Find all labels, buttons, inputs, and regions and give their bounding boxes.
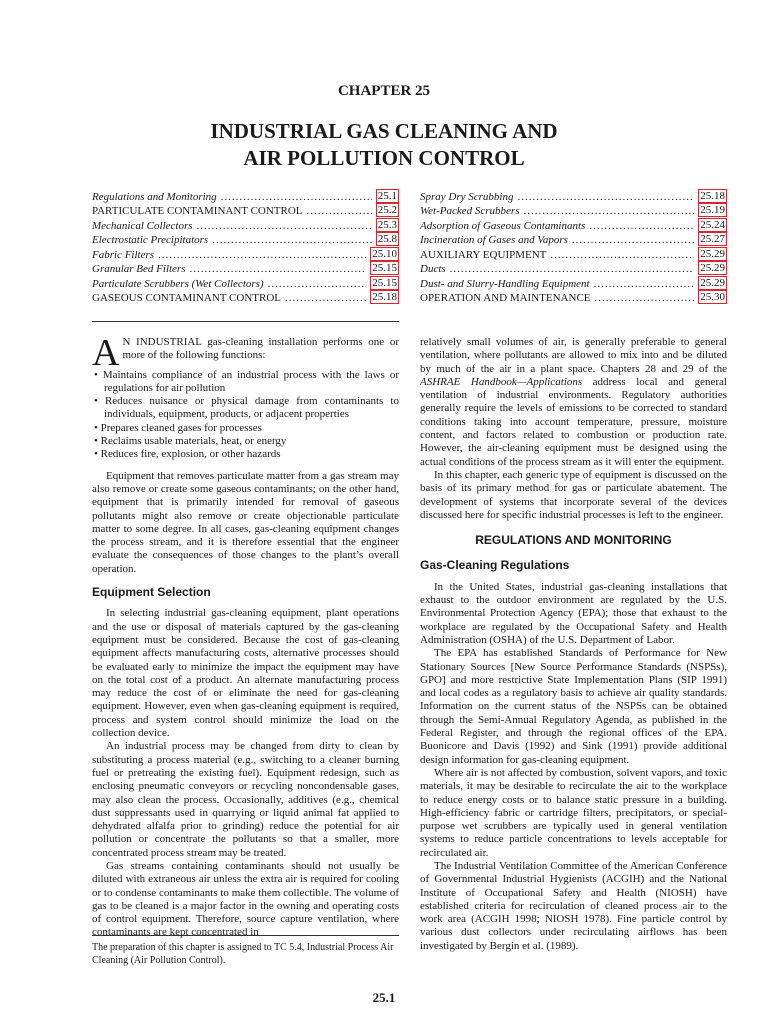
right-column (420, 336, 727, 953)
subsection-heading: Gas-Cleaning Regulations (420, 558, 570, 573)
toc-entry[interactable] (420, 246, 727, 261)
chapter-label: CHAPTER 25 (337, 83, 431, 99)
paragraph: An industrial process may be changed from dirty to clean by substituting a process material (e.g., switching to a cleaner burning fuel or pretreating the existing fuel). Equipment redesign, such as enclosing pneumatic conveyors or recycling noncondensable gases, may also clean the process. Occasionally, additives (e.g., chemical dust suppressants used in quarrying or liquid animal fat applied to dehydrated alfalfa prior to grinding) reduce the potential for air pollution or concentrate the pollutants so that a smaller, more concentrated process stream may be treated. (92, 740, 399, 859)
toc-entry[interactable] (92, 203, 399, 218)
toc-entry[interactable] (420, 290, 727, 305)
section-divider (92, 321, 399, 322)
toc-page-link[interactable]: 25.2 (377, 204, 397, 216)
toc-left (92, 188, 399, 304)
paragraph: In the United States, industrial gas-cleaning installations that exhaust to the outdoor environment are regulated by the U.S. Environmental Protection Agency (EPA); those that exhaust to the workplace are regulated by the Occupational Safety and Health Administration (OSHA) of the U.S. Department of Labor. (420, 580, 727, 646)
page-number: 25.1 (372, 990, 396, 1005)
footnote-divider (92, 935, 399, 936)
toc-page-link[interactable]: 25.15 (372, 276, 397, 289)
toc-page-link[interactable]: 25.3 (377, 218, 397, 231)
footnote: The preparation of this chapter is assigned to TC 5.4, Industrial Process Air Cleaning (Air Pollution Control). (92, 942, 394, 966)
title-line-1: INDUSTRIAL GAS CLEANING AND (210, 119, 558, 143)
toc-entry-title: Dust- and Slurry-Handling Equipment (420, 277, 590, 290)
toc-entry-title: Mechanical Collectors (92, 219, 193, 232)
list-item: • Reclaims usable materials, heat, or energy (92, 435, 399, 448)
toc-entry[interactable] (420, 203, 727, 218)
toc-entry[interactable] (420, 188, 727, 203)
toc-entry[interactable] (420, 232, 727, 247)
list-item: • Reduces nuisance or physical damage from contaminants to individuals, equipment, products, or adjacent properties (92, 395, 399, 422)
paragraph: In selecting industrial gas-cleaning equipment, plant operations and the use or disposal of materials captured by the gas-cleaning equipment must be considered. Because the cost of gas-cleaning equipment affects manufacturing costs, alternative processes should be evaluated early to minimize the impact the equipment may have on the total cost of a product. An alternate manufacturing process may reduce the cost of or eliminate the need for gas-cleaning equipment. However, even when gas-cleaning equipment is required, process and system control should minimize the load on the collection device. (92, 607, 399, 740)
toc-entry[interactable] (420, 261, 727, 276)
toc-page-link[interactable]: 25.27 (700, 233, 725, 245)
toc-entry-title: Granular Bed Filters (92, 263, 186, 275)
toc-entry-title: AUXILIARY EQUIPMENT (420, 248, 547, 261)
title-line-2: AIR POLLUTION CONTROL (243, 146, 525, 170)
toc-entry[interactable] (92, 290, 399, 305)
toc-entry[interactable] (92, 261, 399, 276)
toc-page-link[interactable]: 25.29 (700, 247, 725, 260)
functions-list (92, 369, 399, 462)
toc-entry[interactable] (92, 275, 399, 290)
toc-entry-title: Particulate Scrubbers (Wet Collectors) (92, 277, 264, 290)
paragraph: Where air is not affected by combustion, solvent vapors, and toxic materials, it may be desirable to recirculate the air to the workplace to reduce energy costs or to balance static pressure in a building. High-efficiency fabric or cartridge filters, precipitators, or special-purpose wet scrubbers are typically used in general ventilation systems to reduce particle concentrations to levels acceptable for recirculated air. (420, 766, 727, 859)
toc-page-link[interactable]: 25.19 (700, 204, 725, 216)
toc-page-link[interactable]: 25.1 (377, 189, 397, 202)
toc-entry[interactable] (92, 188, 399, 203)
toc-page-link[interactable]: 25.30 (700, 291, 725, 303)
toc-page-link[interactable]: 25.29 (700, 276, 725, 289)
toc-entry[interactable] (92, 232, 399, 247)
toc-entry-title: PARTICULATE CONTAMINANT CONTROL (92, 205, 303, 217)
toc-entry-title: GASEOUS CONTAMINANT CONTROL (92, 292, 281, 304)
paragraph: relatively small volumes of air, is generally preferable to general ventilation, where pollutants are allowed to mix into and be diluted by much of the air in a plant space. Chapters 28 and 29 of the ASHRAE Handbook—Applications address local and general ventilation of industrial environments. Regulatory authorities generally require the levels of emissions to be corrected to standard conditions taking into account temperature, pressure, moisture content, and factors related to combustion or production rate. However, the air-cleaning equipment must be designed using the actual conditions of the process stream as it will enter the equipment. (420, 336, 727, 468)
toc-page-link[interactable]: 25.8 (377, 233, 397, 245)
toc-entry-title: Regulations and Monitoring (92, 190, 217, 203)
paragraph: The EPA has established Standards of Performance for New Stationary Sources [New Source Performance Standards (NSPSs), GPO] and more restrictive State Implementation Plans (SIP 1991) and local codes as a regulatory basis to achieve air quality standards. Information on the current status of the NSPSs can be obtained through the Semi-Annual Regulatory Agenda, as published in the Federal Register, and through the regional offices of the EPA. Buonicore and Davis (1992) and Sink (1991) provide additional design information for gas-cleaning equipment. (420, 647, 727, 766)
toc-entry-title: Electrostatic Precipitators (92, 234, 209, 246)
toc-entry-title: Spray Dry Scrubbing (420, 190, 514, 203)
list-item: • Maintains compliance of an industrial process with the laws or regulations for air pollution (92, 369, 399, 396)
intro-paragraph: A N INDUSTRIAL gas-cleaning installation performs one or more of the following functions: (92, 332, 399, 374)
toc-page-link[interactable]: 25.18 (372, 291, 397, 303)
toc-entry[interactable] (92, 246, 399, 261)
toc-entry-title: Adsorption of Gaseous Contaminants (420, 219, 586, 232)
paragraph: Equipment that removes particulate matter from a gas stream may also remove or create some gaseous contaminants; on the other hand, equipment that is primarily intended for removal of gaseous pollutants might also remove or create objectionable particulate matter to some degree. In all cases, gas-cleaning equipment changes the process stream, and it is therefore essential that the engineer evaluate the consequences of those changes to the plant’s overall operation. (92, 469, 399, 575)
toc-page-link[interactable]: 25.18 (700, 189, 725, 202)
toc-entry[interactable] (420, 275, 727, 290)
chapter-title (0, 118, 768, 172)
toc-entry[interactable] (92, 217, 399, 232)
toc-entry-title: Fabric Filters (92, 248, 155, 261)
toc-entry-title: Ducts (420, 263, 446, 275)
paragraph: Gas streams containing contaminants should not usually be diluted with extraneous air unless the extra air is required for cooling or to condense contaminants to make them collectible. The volume of gas to be cleaned is a major factor in the owning and operating costs of control equipment. Therefore, source capture ventilation, where contaminants are kept concentrated in (92, 859, 399, 939)
drop-cap: A (92, 332, 120, 374)
toc-page-link[interactable]: 25.29 (700, 262, 725, 274)
paragraph: In this chapter, each generic type of equipment is discussed on the basis of its primary method for gas or particulate abatement. The development of systems that incorporate several of the devices discussed here for specific industrial processes is left to the engineer. (420, 468, 727, 521)
toc-entry-title: Wet-Packed Scrubbers (420, 205, 520, 217)
section-heading: REGULATIONS AND MONITORING (475, 533, 672, 548)
toc-entry-title: OPERATION AND MAINTENANCE (420, 292, 591, 304)
list-item: • Reduces fire, explosion, or other hazards (92, 448, 399, 461)
left-column (92, 332, 399, 940)
section-heading: Equipment Selection (92, 585, 211, 600)
toc-entry-title: Incineration of Gases and Vapors (420, 234, 568, 246)
toc-entry[interactable] (420, 217, 727, 232)
toc-page-link[interactable]: 25.15 (372, 262, 397, 274)
toc-right (420, 188, 727, 304)
toc-page-link[interactable]: 25.10 (372, 247, 397, 260)
list-item: • Prepares cleaned gases for processes (92, 422, 399, 435)
toc-page-link[interactable]: 25.24 (700, 218, 725, 231)
paragraph: The Industrial Ventilation Committee of the American Conference of Governmental Industrial Hygienists (ACGIH) and the National Institute of Occupational Safety and Health (NIOSH) have established criteria for recirculation of cleaned process air to the work area (ACGIH 1998; NIOSH 1978). Fine particle control by various dust collectors under recirculating airflows has been investigated by Bergin et al. (1989). (420, 859, 727, 952)
